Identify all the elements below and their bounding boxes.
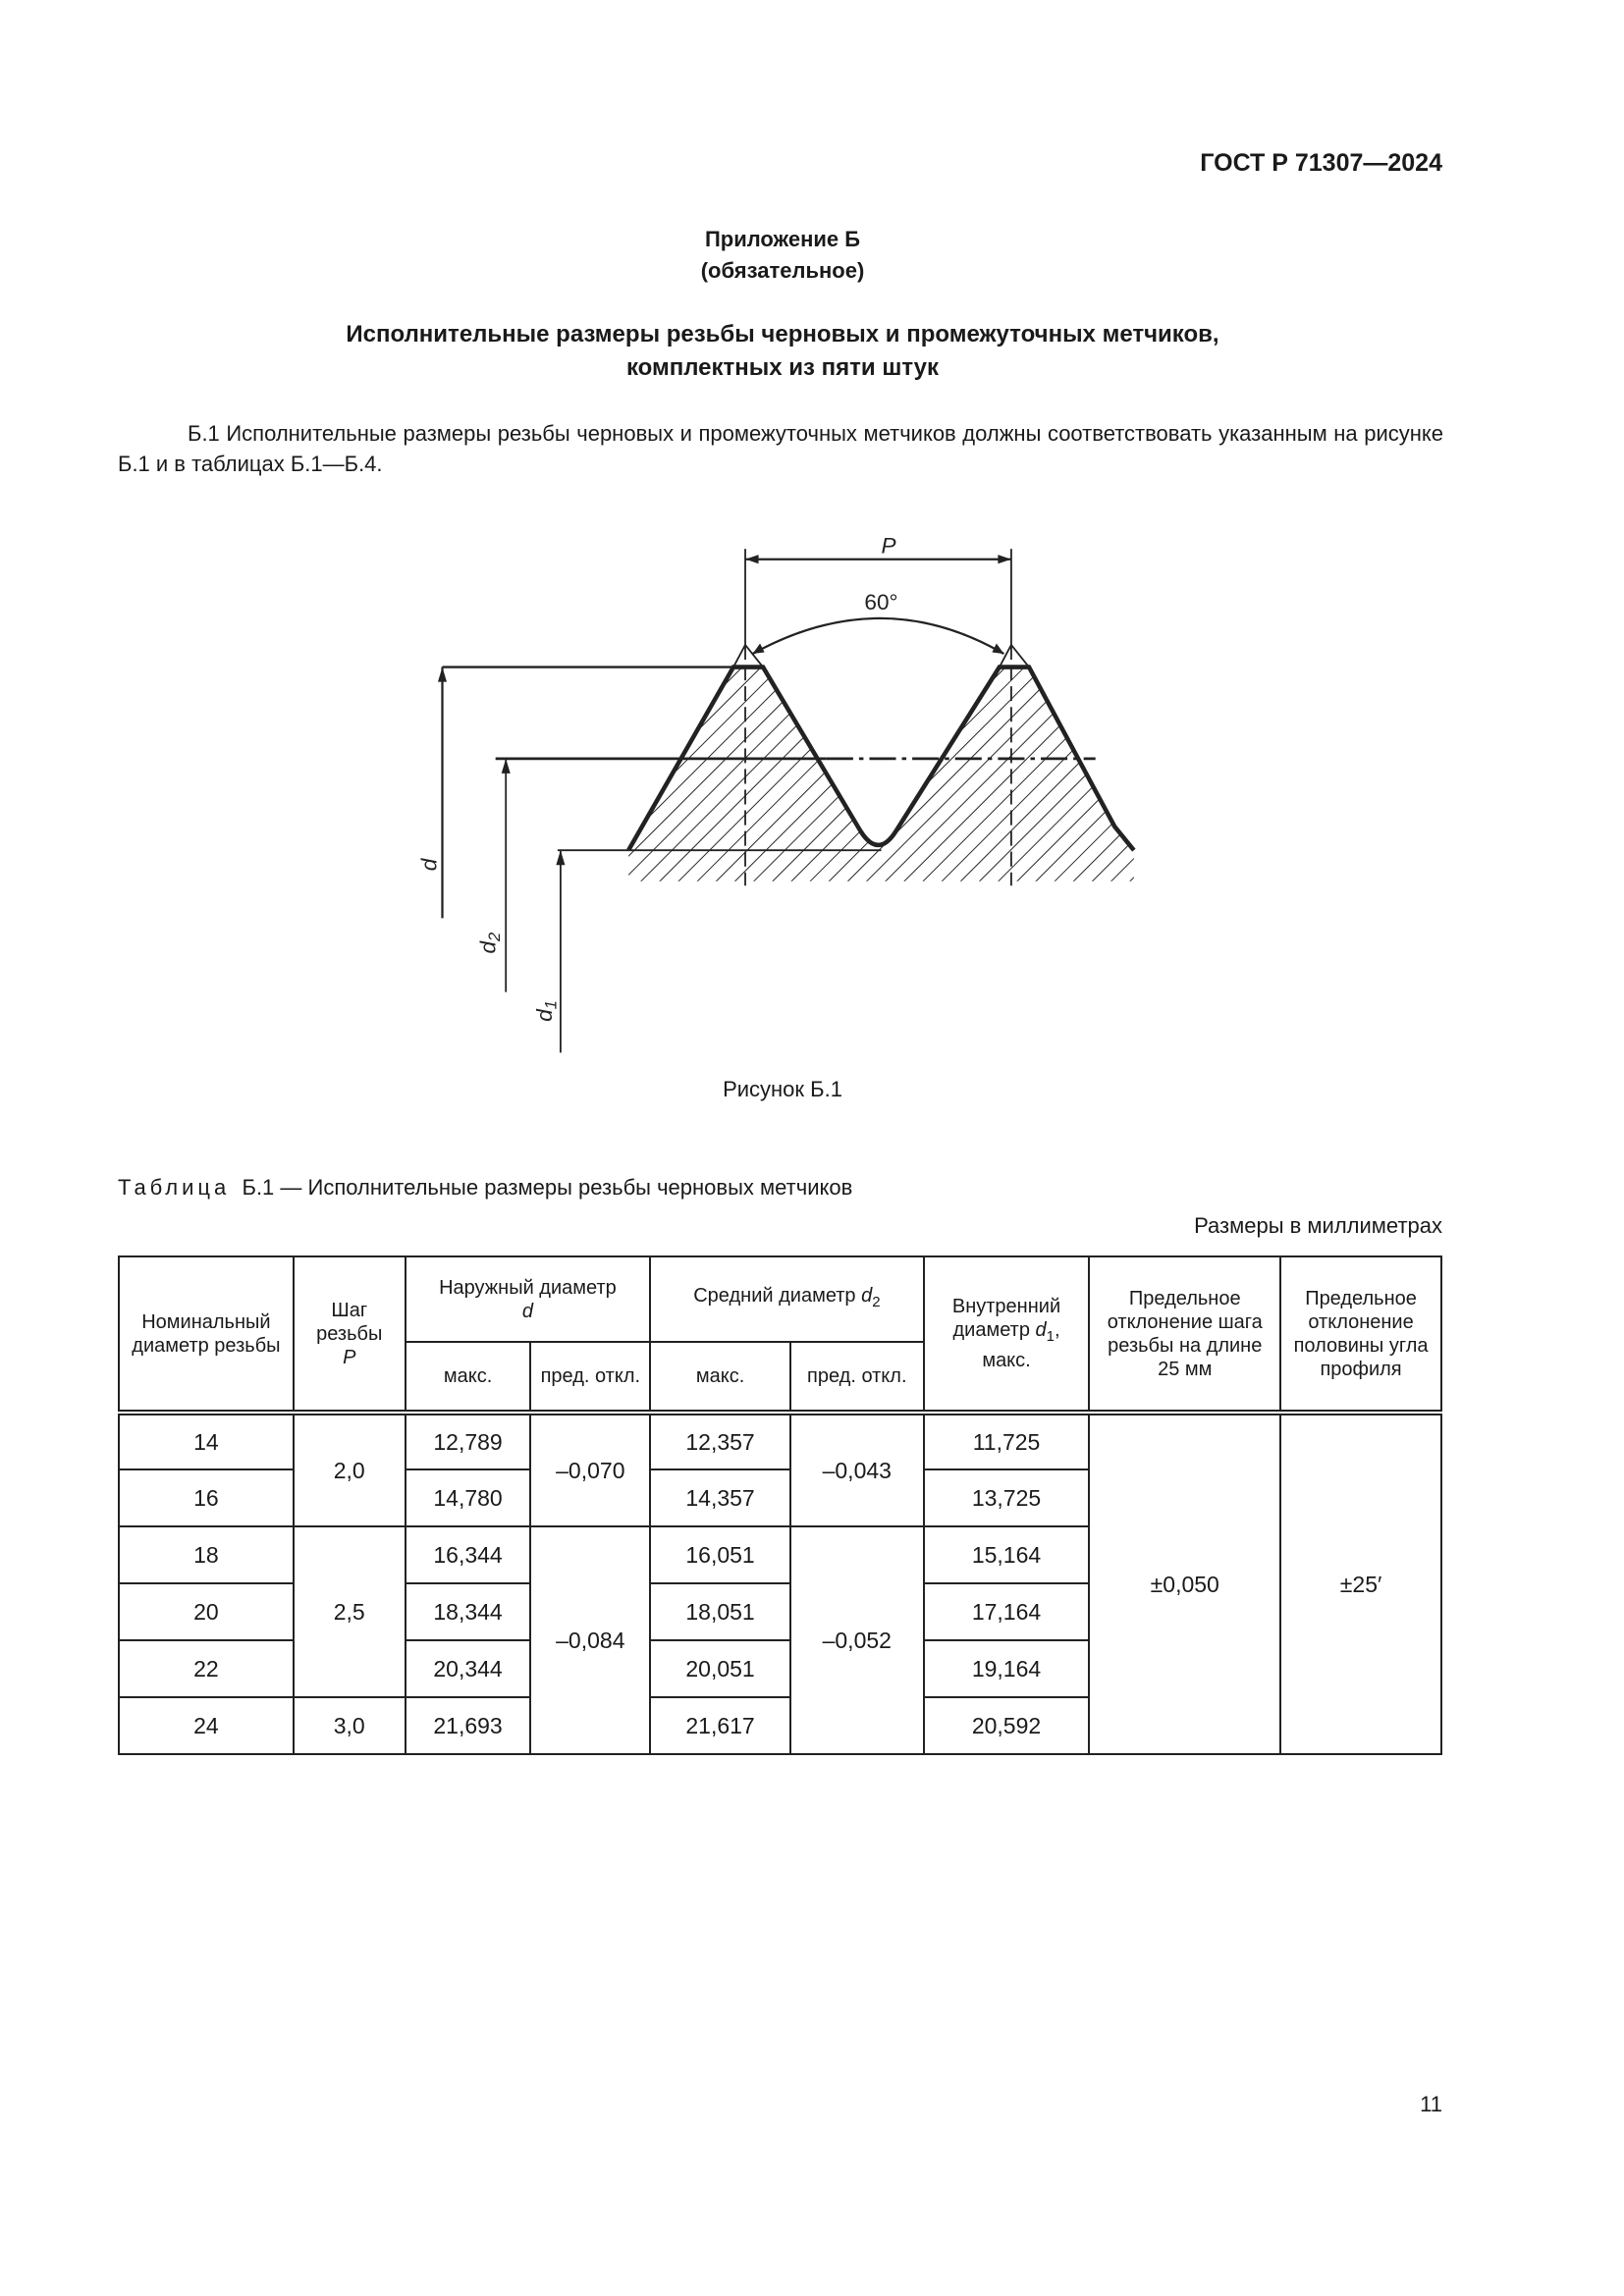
cell-d2-max: 14,357: [650, 1469, 790, 1526]
cell-d-max: 12,789: [406, 1413, 531, 1469]
annex-status: (обязательное): [700, 258, 865, 283]
units-note: Размеры в миллиметрах: [1194, 1213, 1442, 1238]
header-mid-diameter: Средний диаметр $d_2$: [650, 1256, 923, 1342]
cell-d1-max: 13,725: [924, 1469, 1090, 1526]
cell-d2-max: 21,617: [650, 1697, 790, 1754]
header-half-angle-deviation: Предельное отклонение половины угла профиля: [1280, 1256, 1441, 1413]
cell-d-max: 18,344: [406, 1583, 531, 1640]
header-pitch-deviation: Предельное отклонение шага резьбы на длине 25 мм: [1089, 1256, 1280, 1413]
section-heading-line2: комплектных из пяти штук: [625, 354, 940, 381]
svg-text:d1: [532, 1000, 561, 1022]
header-pitch: Шаг резьбы P: [294, 1256, 406, 1413]
cell-nominal: 24: [119, 1697, 294, 1754]
paragraph-b1: Б.1 Исполнительные размеры резьбы черновых и промежуточных метчиков должны соответствовать указанным на рисунке Б.1 и в таблицах Б.1—Б.4.: [118, 421, 1443, 476]
table-caption: [118, 1175, 852, 1201]
cell-d-max: 16,344: [406, 1526, 531, 1583]
cell-pitch: 2,0: [294, 1413, 406, 1526]
cell-d2-dev: –0,043: [790, 1413, 924, 1526]
d1-label: d: [531, 1009, 557, 1022]
cell-pitch: 3,0: [294, 1697, 406, 1754]
cell-d2-max: 12,357: [650, 1413, 790, 1469]
cell-angle-dev: ±25′: [1280, 1413, 1441, 1754]
pitch-label: P: [881, 533, 896, 559]
hatched-section: [628, 667, 1134, 881]
header-outer-diameter: Наружный диаметр d: [406, 1256, 651, 1342]
cell-pitch-dev: ±0,050: [1089, 1413, 1280, 1754]
d2-label: d: [475, 940, 501, 954]
cell-d-max: 14,780: [406, 1469, 531, 1526]
thread-profile-figure: [416, 516, 1181, 1078]
header-inner-diameter: Внутренний диаметр $d_1$, макс.: [924, 1256, 1090, 1413]
annex-title: Приложение Б: [704, 227, 861, 251]
thread-dimensions-table: [118, 1255, 1442, 1755]
cell-nominal: 22: [119, 1640, 294, 1697]
header-d2-dev: пред. откл.: [790, 1342, 924, 1413]
cell-nominal: 18: [119, 1526, 294, 1583]
section-heading-line1: Исполнительные размеры резьбы черновых и промежуточных метчиков,: [346, 321, 1219, 347]
page-number: 11: [1420, 2092, 1442, 2116]
table-caption-prefix: Таблица: [118, 1175, 231, 1200]
header-d2-max: макс.: [650, 1342, 790, 1413]
angle-label: 60°: [864, 589, 898, 614]
cell-d2-max: 20,051: [650, 1640, 790, 1697]
figure-caption: Рисунок Б.1: [723, 1077, 842, 1101]
d1-subscript: 1: [541, 999, 561, 1010]
cell-d-dev: –0,070: [530, 1413, 650, 1526]
cell-d1-max: 19,164: [924, 1640, 1090, 1697]
cell-d1-max: 20,592: [924, 1697, 1090, 1754]
table-row: [119, 1413, 1441, 1469]
cell-d2-max: 16,051: [650, 1526, 790, 1583]
d-label: d: [416, 858, 442, 872]
cell-d2-max: 18,051: [650, 1583, 790, 1640]
cell-nominal: 20: [119, 1583, 294, 1640]
cell-d-max: 21,693: [406, 1697, 531, 1754]
cell-pitch: 2,5: [294, 1526, 406, 1697]
header-d-dev: пред. откл.: [530, 1342, 650, 1413]
cell-d-max: 20,344: [406, 1640, 531, 1697]
cell-d2-dev: –0,052: [790, 1526, 924, 1754]
cell-d-dev: –0,084: [530, 1526, 650, 1754]
header-d-max: макс.: [406, 1342, 531, 1413]
cell-d1-max: 11,725: [924, 1413, 1090, 1469]
cell-d1-max: 17,164: [924, 1583, 1090, 1640]
document-id: ГОСТ Р 71307—2024: [1200, 149, 1442, 177]
header-nominal: Номинальный диаметр резьбы: [119, 1256, 294, 1413]
cell-nominal: 16: [119, 1469, 294, 1526]
cell-d1-max: 15,164: [924, 1526, 1090, 1583]
d2-subscript: 2: [485, 932, 505, 941]
table-caption-text: Б.1 — Исполнительные размеры резьбы черновых метчиков: [242, 1175, 853, 1200]
cell-nominal: 14: [119, 1413, 294, 1469]
svg-text:d2: [476, 933, 505, 954]
